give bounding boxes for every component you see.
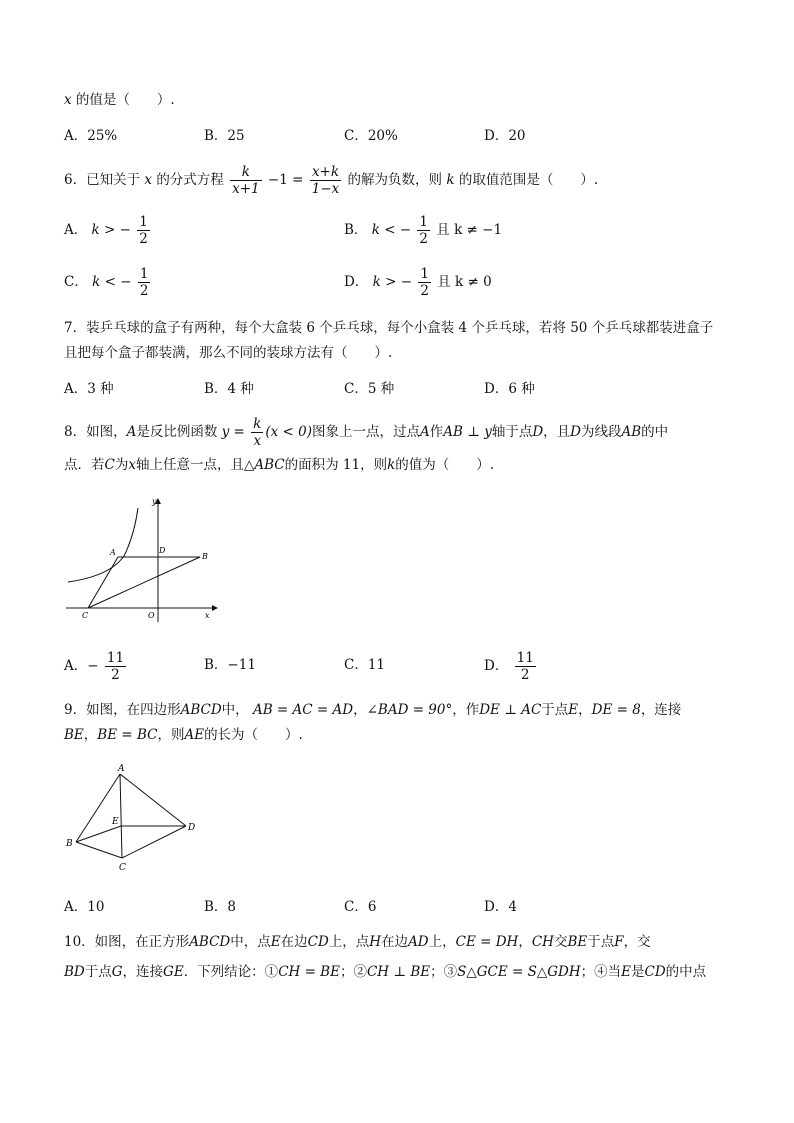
q6-var-x: x <box>144 172 153 188</box>
q8-label-c: C <box>82 611 89 620</box>
q10-point-g: G <box>111 964 123 980</box>
q8-point-a: A <box>126 424 137 440</box>
q10-line-2 <box>64 962 706 982</box>
q10-ch: CH <box>531 934 554 950</box>
q8-point-d: D <box>532 424 544 440</box>
q8-label-d: D <box>159 546 166 555</box>
q9-abcd: ABCD <box>180 702 222 718</box>
q10-l1h: 交 <box>553 934 568 950</box>
q6-frac2-num: x+k <box>310 164 342 181</box>
q8-l2b: 为 <box>114 457 129 473</box>
q9-segment-ad <box>120 774 186 826</box>
q7-line-1: 7．装乒乓球的盒子有两种，每个大盒装 6 个乒乓球，每个小盒装 4 个乒乓球，若将 50 个乒乓球都装进盒子 <box>64 320 714 336</box>
q6-frac1-den: x+1 <box>232 181 260 197</box>
q5-option-b[interactable]: B．25 <box>204 128 245 144</box>
q6-a-prefix: A． <box>64 222 88 238</box>
q6-d-expr: k > − <box>372 274 413 290</box>
q6-b-num: 1 <box>419 214 428 230</box>
q10-l2f: ；④当 <box>580 964 622 980</box>
q9-option-d[interactable]: D．4 <box>484 899 517 915</box>
q6-option-a[interactable] <box>64 210 152 250</box>
q8-option-b[interactable]: B．−11 <box>204 657 256 673</box>
q6-b-half <box>417 214 430 247</box>
q8-point-a-2: A <box>420 424 430 440</box>
q6-c-num: 1 <box>139 266 149 282</box>
q10-abcd: ABCD <box>189 934 231 950</box>
q8-point-d-2: D <box>570 424 581 440</box>
q6-b-expr: k < − <box>371 222 412 238</box>
q6-fraction-2 <box>310 164 342 197</box>
q6-b-suffix: 且 k ≠ −1 <box>436 222 503 238</box>
q10-ge: GE <box>163 964 184 980</box>
q9-label-e: E <box>112 817 119 827</box>
q9-l1b: 中， <box>221 702 249 718</box>
q8-option-d[interactable] <box>484 646 538 686</box>
q8-frac-num: k <box>253 416 262 432</box>
q8-triangle-abc: ABC <box>254 457 285 473</box>
q6-option-b[interactable] <box>344 210 502 250</box>
q9-label-b: B <box>66 839 73 849</box>
q6-d-den: 2 <box>420 283 429 299</box>
q8-y-eq: y = <box>221 424 245 440</box>
q8-ab-perp: AB ⊥ y <box>443 424 492 440</box>
q10-c1: CH = BE <box>278 964 340 980</box>
q6-stem <box>64 160 598 200</box>
q8-point-c: C <box>104 457 115 473</box>
q10-l2e: ；③ <box>430 964 458 980</box>
q9-point-e: E <box>568 702 579 718</box>
q8-text5: ，且 <box>543 424 571 440</box>
q8-segment-ab: AB <box>621 424 642 440</box>
q8-cond: (x < 0) <box>265 424 312 440</box>
q10-bd: BD <box>64 964 85 980</box>
q8-fraction <box>251 416 263 449</box>
q10-cd: CD <box>307 934 329 950</box>
q10-eq: CE = DH <box>455 934 519 950</box>
q8-text1: 是反比例函数 <box>136 424 218 440</box>
q8-d-frac <box>515 650 536 683</box>
q8-text7: 的中 <box>641 424 669 440</box>
q10-c2: CH ⊥ BE <box>366 964 431 980</box>
q10-cd-2: CD <box>644 964 666 980</box>
q9-l1e: ，连接 <box>640 702 682 718</box>
q6-b-prefix: B． <box>344 222 368 238</box>
q6-d-prefix: D． <box>344 274 369 290</box>
q9-line-1: 9．如图，在四边形ABCD中， AB = AC = AD，∠BAD = 90°，作DE ⊥ AC于点E，DE = 8，连接 <box>64 702 682 718</box>
q6-c-half <box>138 266 151 299</box>
q6-option-d[interactable] <box>344 262 492 302</box>
q8-label-b: B <box>202 552 208 561</box>
q8-d-num: 11 <box>516 650 534 666</box>
q9-eq1: AB = AC = AD <box>252 702 354 718</box>
q7-option-a[interactable]: A．3 种 <box>64 381 114 397</box>
q9-be-eq: BE = BC <box>97 727 158 743</box>
q6-a-num: 1 <box>139 214 148 230</box>
q6-mid: 的分式方程 <box>156 172 224 188</box>
q8-l2e: 的值为（ ）. <box>395 457 495 473</box>
q10-point-h: H <box>369 934 382 950</box>
q9-de: DE = 8 <box>591 702 641 718</box>
q5-tail-text: 的值是（ ）. <box>75 92 175 108</box>
q10-l2d: ；② <box>339 964 367 980</box>
q10-l1c: 在边 <box>280 934 308 950</box>
q7-line-2: 且把每个盒子都装满，那么不同的装球方法有（ ）. <box>64 345 393 361</box>
q9-l1c: ，作 <box>452 702 480 718</box>
q8-line-1 <box>64 412 668 452</box>
q10-point-f: F <box>614 934 624 950</box>
q6-d-num: 1 <box>420 266 429 282</box>
q9-l1a: 9．如图，在四边形 <box>64 702 181 718</box>
q10-l1g: ， <box>518 934 532 950</box>
q8-l2c: 轴上任意一点，且△ <box>135 457 255 473</box>
q8-hyperbola <box>68 508 138 582</box>
q6-a-expr: k > − <box>91 222 131 238</box>
q9-segment-cd <box>122 826 186 858</box>
q10-l1j: ，交 <box>623 934 651 950</box>
q8-option-a[interactable] <box>64 646 128 686</box>
q7-option-d[interactable]: D．6 种 <box>484 381 535 397</box>
q6-lead: 6．已知关于 <box>64 172 141 188</box>
q6-d-suffix: 且 k ≠ 0 <box>437 274 492 290</box>
q6-c-expr: k < − <box>92 274 132 290</box>
q6-minus-one: −1 = <box>267 172 304 188</box>
q6-option-c[interactable] <box>64 262 152 302</box>
q9-segment-ac <box>120 774 122 858</box>
q9-figure-svg <box>62 760 202 880</box>
q10-l2a: 于点 <box>84 964 112 980</box>
q9-segment-be <box>76 826 121 842</box>
q10-be: BE <box>567 934 588 950</box>
q6-c-den: 2 <box>139 283 149 299</box>
q9-l1d: 于点 <box>541 702 569 718</box>
q8-text4: 轴于点 <box>491 424 533 440</box>
q8-text3: 作 <box>429 424 444 440</box>
q6-tail: 的解为负数，则 <box>347 172 443 188</box>
q10-ad: AD <box>408 934 429 950</box>
q10-l1b: 中，点 <box>230 934 271 950</box>
q6-d-half <box>418 266 431 299</box>
q5-option-c[interactable]: C．20% <box>344 128 398 144</box>
q8-a-frac <box>105 650 126 683</box>
q9-segment-bc <box>76 842 122 858</box>
q8-text2: 图象上一点，过点 <box>312 424 420 440</box>
q10-l2c: ．下列结论：① <box>183 964 279 980</box>
q10-point-e: E <box>270 934 281 950</box>
q10-l2h: 的中点 <box>665 964 707 980</box>
q10-l1a: 10．如图，在正方形 <box>64 934 190 950</box>
q8-var-x: x <box>128 457 136 473</box>
q8-d-den: 2 <box>520 667 530 683</box>
q5-var-x: x <box>64 92 72 108</box>
q8-label-a: A <box>110 548 116 557</box>
q9-label-d: D <box>188 823 196 833</box>
q9-segment-ab <box>76 774 120 842</box>
q8-a-prefix: A．− <box>64 658 99 674</box>
q8-figure-svg <box>62 494 222 624</box>
q10-l1i: 于点 <box>587 934 615 950</box>
q8-label-y: y <box>152 497 157 506</box>
q8-frac-den: x <box>253 433 262 449</box>
q8-l2d: 的面积为 11，则 <box>284 457 388 473</box>
q6-frac2-den: 1−x <box>311 181 340 197</box>
q9-ae: AE <box>184 727 205 743</box>
q8-var-k: k <box>387 457 396 473</box>
q5-option-a[interactable]: A．25% <box>64 128 118 144</box>
q8-d-prefix: D． <box>484 658 509 674</box>
q8-text6: 为线段 <box>580 424 622 440</box>
q9-figure <box>62 760 202 880</box>
q6-a-half <box>137 214 150 247</box>
q6-c-prefix: C． <box>64 274 88 290</box>
q8-x-arrow <box>212 605 218 611</box>
q7-option-b[interactable]: B．4 种 <box>204 381 254 397</box>
q9-option-b[interactable]: B．8 <box>204 899 237 915</box>
q8-a-den: 2 <box>111 667 120 683</box>
q10-c3: S△GCE = S△GDH <box>457 964 581 980</box>
q9-l2c: 的长为（ ）. <box>204 727 303 743</box>
q10-line-1 <box>64 932 651 952</box>
q8-option-c[interactable]: C．11 <box>344 657 386 673</box>
q6-a-den: 2 <box>139 231 148 247</box>
q9-label-a: A <box>118 764 125 774</box>
q8-l2a: 点．若 <box>64 457 105 473</box>
q8-lead: 8．如图， <box>64 424 127 440</box>
q9-l2b: ，则 <box>157 727 185 743</box>
q6-b-den: 2 <box>419 231 428 247</box>
q10-point-e-2: E <box>621 964 631 980</box>
q9-perp: DE ⊥ AC <box>479 702 542 718</box>
q8-line-2 <box>64 455 494 475</box>
q8-figure <box>62 494 222 624</box>
q10-l1e: 在边 <box>381 934 409 950</box>
q6-frac1-num: k <box>230 164 262 181</box>
q9-line-2: BE，BE = BC，则AE的长为（ ）. <box>64 727 303 743</box>
q5-tail <box>64 90 175 110</box>
q10-l2g: 是 <box>631 964 645 980</box>
q6-var-k: k <box>446 172 455 188</box>
q6-fraction-1 <box>230 164 262 197</box>
q10-l1f: 上， <box>428 934 456 950</box>
q8-label-x: x <box>205 611 210 620</box>
q8-segment-cb <box>88 557 200 608</box>
q10-l1d: 上，点 <box>328 934 370 950</box>
q6-tail2: 的取值范围是（ ）. <box>458 172 599 188</box>
q9-angle: ∠BAD = 90° <box>366 702 453 718</box>
q9-label-c: C <box>119 863 126 873</box>
q7-option-c[interactable]: C．5 种 <box>344 381 395 397</box>
q8-a-num: 11 <box>106 650 125 666</box>
q5-option-d[interactable]: D．20 <box>484 128 526 144</box>
q9-option-a[interactable]: A．10 <box>64 899 105 915</box>
q9-be: BE <box>64 727 84 743</box>
q9-option-c[interactable]: C．6 <box>344 899 377 915</box>
q8-segment-ac <box>88 557 118 608</box>
q10-l2b: ，连接 <box>122 964 164 980</box>
q8-label-o: O <box>148 611 155 620</box>
